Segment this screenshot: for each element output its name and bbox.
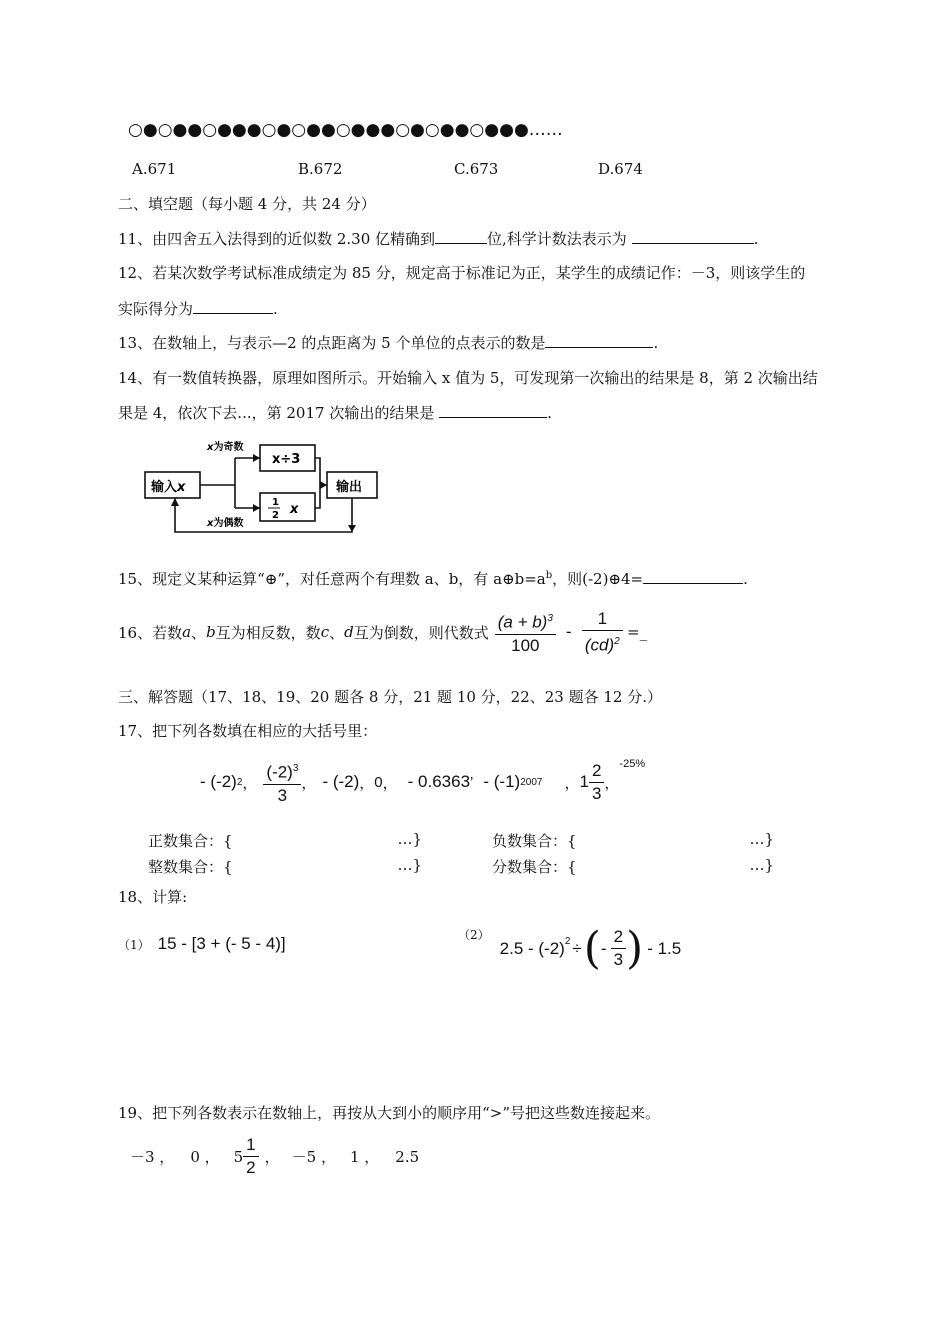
sequence-ellipsis: …… [528, 120, 563, 140]
circle-row [128, 120, 529, 140]
input-label: 输入 [151, 480, 178, 495]
question-17-title: 17、把下列各数填在相应的大括号里： [118, 722, 378, 740]
svg-text:x为奇数: x为奇数 [207, 442, 244, 453]
hollow-circle-icon: ○ [395, 120, 411, 140]
filled-circle-icon: ● [306, 120, 321, 140]
q16-fraction-1: $\frac{(a + b)^3}{100}$ [495, 608, 556, 657]
filled-circle-icon: ● [187, 120, 203, 140]
filled-circle-icon: ● [172, 120, 188, 140]
question-13: 13、在数轴上，与表示—2 的点距离为 5 个单位的点表示的数是 . [118, 334, 659, 352]
hollow-circle-icon: ○ [202, 120, 218, 140]
filled-circle-icon: ● [320, 120, 336, 140]
filled-circle-icon: ● [276, 120, 292, 140]
option-a: A.671 [132, 160, 177, 178]
set-integer[interactable]: 整数集合：{ …} [148, 856, 422, 876]
question-18-title: 18、计算: [118, 888, 188, 906]
filled-circle-icon: ● [142, 120, 158, 140]
filled-circle-icon: ● [513, 120, 529, 140]
q14-blank[interactable] [439, 403, 547, 418]
section-3-title: 三、解答题（17、18、19、20 题各 8 分，21 题 10 分，22、23 题各 12 分.） [118, 688, 663, 706]
hollow-circle-icon: ○ [424, 120, 440, 140]
filled-circle-icon: ● [350, 120, 366, 140]
even-label: 为偶数 [213, 518, 244, 529]
even-op-x: x [290, 502, 299, 517]
filled-circle-icon: ● [454, 120, 470, 140]
odd-label: 为奇数 [213, 442, 244, 453]
section-2-title: 二、填空题（每小题 4 分，共 24 分） [118, 195, 376, 213]
hollow-circle-icon: ○ [335, 120, 351, 140]
q15-blank[interactable] [643, 569, 743, 584]
question-14-line-2: 果是 4，依次下去...，第 2017 次输出的结果是 . [118, 404, 552, 422]
q11-blank-2[interactable] [632, 229, 754, 244]
filled-circle-icon: ● [217, 120, 232, 140]
q17-n3: - (-2) [322, 772, 360, 792]
question-16: 16、若数 a 、 b 互为相反数，数 c 、 d 互为倒数，则代数式 $\frac{(a + b)^3}{100}$ - $\frac{1}{(cd)^2}$ =_ [118, 609, 648, 655]
q17-n6: - (-1) [483, 772, 521, 792]
q12-blank[interactable] [193, 299, 273, 314]
set-negative[interactable]: 负数集合：{ …} [492, 830, 774, 850]
question-15: 15、现定义某种运算“⊕”，对任意两个有理数 a、b，有 $a\oplus b=a^b$，则(-2)⊕4= . [118, 570, 748, 588]
set-positive[interactable]: 正数集合：{ …} [148, 830, 422, 850]
hollow-circle-icon: ○ [128, 120, 143, 140]
arrow-odd [253, 454, 260, 462]
even-op-den: 2 [272, 510, 279, 521]
q17-n7: 1 $\frac{2}{3}$ [579, 760, 604, 805]
even-op-box [260, 493, 315, 521]
filled-circle-icon: ● [410, 120, 425, 140]
q11-blank-1[interactable] [435, 229, 487, 244]
q17-n5: - 0.6363 [407, 772, 471, 792]
converter-diagram [140, 436, 390, 546]
question-14-line-1: 14、有一数值转换器，原理如图所示。开始输入 x 值为 5，可发现第一次输出的结果是 8，第 2 次输出结 [118, 369, 818, 387]
q16-fraction-2: $\frac{1}{(cd)^2}$ [582, 608, 623, 657]
filled-circle-icon: ● [231, 120, 247, 140]
question-19-title: 19、把下列各数表示在数轴上，再按从大到小的顺序用“>”号把这些数连接起来。 [118, 1104, 660, 1122]
filled-circle-icon: ● [499, 120, 514, 140]
question-12-line-2: 实际得分为 . [118, 300, 278, 318]
arrow-even [253, 504, 260, 512]
option-c: C.673 [454, 160, 499, 178]
hollow-circle-icon: ○ [157, 120, 173, 140]
q17-n4: 0 [374, 773, 383, 791]
filled-circle-icon: ● [246, 120, 262, 140]
circle-sequence [128, 120, 563, 140]
q19-number-list: －3 ， 0 ， 5 $\frac{1}{2}$ ， －5 ， 1 ， 2.5 [130, 1135, 420, 1177]
even-op-num: 1 [272, 497, 279, 508]
arrow-loop [171, 498, 179, 506]
option-b: B.672 [298, 160, 343, 178]
hollow-circle-icon: ○ [469, 120, 485, 140]
q17-n1: - (-2) [200, 772, 237, 792]
filled-circle-icon: ● [380, 120, 396, 140]
question-11: 11、由四舍五入法得到的近似数 2.30 亿精确到 位,科学计数法表示为 . [118, 230, 759, 248]
q17-n8: -25% [619, 758, 646, 770]
svg-text:x为偶数: x为偶数 [207, 518, 244, 529]
q13-blank[interactable] [545, 333, 653, 348]
output-label: 输出 [336, 480, 363, 495]
svg-text:输入x: 输入x [151, 480, 186, 495]
q17-n2: $\frac{(-2)^3}{3}$ [263, 758, 301, 807]
question-12-line-1: 12、若某次数学考试标准成绩定为 85 分，规定高于标准记为正，某学生的成绩记作：－3，则该学生的 [118, 264, 806, 282]
hollow-circle-icon: ○ [261, 120, 277, 140]
q18-part-1: （1） 15 - [3 + (- 5 - 4)] [118, 934, 286, 953]
q18-part-2: （2） 2.5 - (-2) $^2$ ÷ ( - $\frac{2}{3}$ ) - 1.5 [458, 922, 682, 974]
option-d: D.674 [598, 160, 643, 178]
odd-op-label: x÷3 [272, 452, 301, 467]
arrow-output [320, 481, 327, 489]
filled-circle-icon: ● [439, 120, 455, 140]
arrow-down [348, 525, 356, 532]
filled-circle-icon: ● [484, 120, 500, 140]
hollow-circle-icon: ○ [291, 120, 307, 140]
set-fraction[interactable]: 分数集合：{ …} [492, 856, 774, 876]
q17-number-list: - (-2) 2 ， $\frac{(-2)^3}{3}$ ， - (-2) ， 0 ， - 0.6363 ’ - (-1) 2007 ， 1 $\frac{2}{3}$ ， -25% [200, 758, 646, 805]
filled-circle-icon: ● [365, 120, 381, 140]
